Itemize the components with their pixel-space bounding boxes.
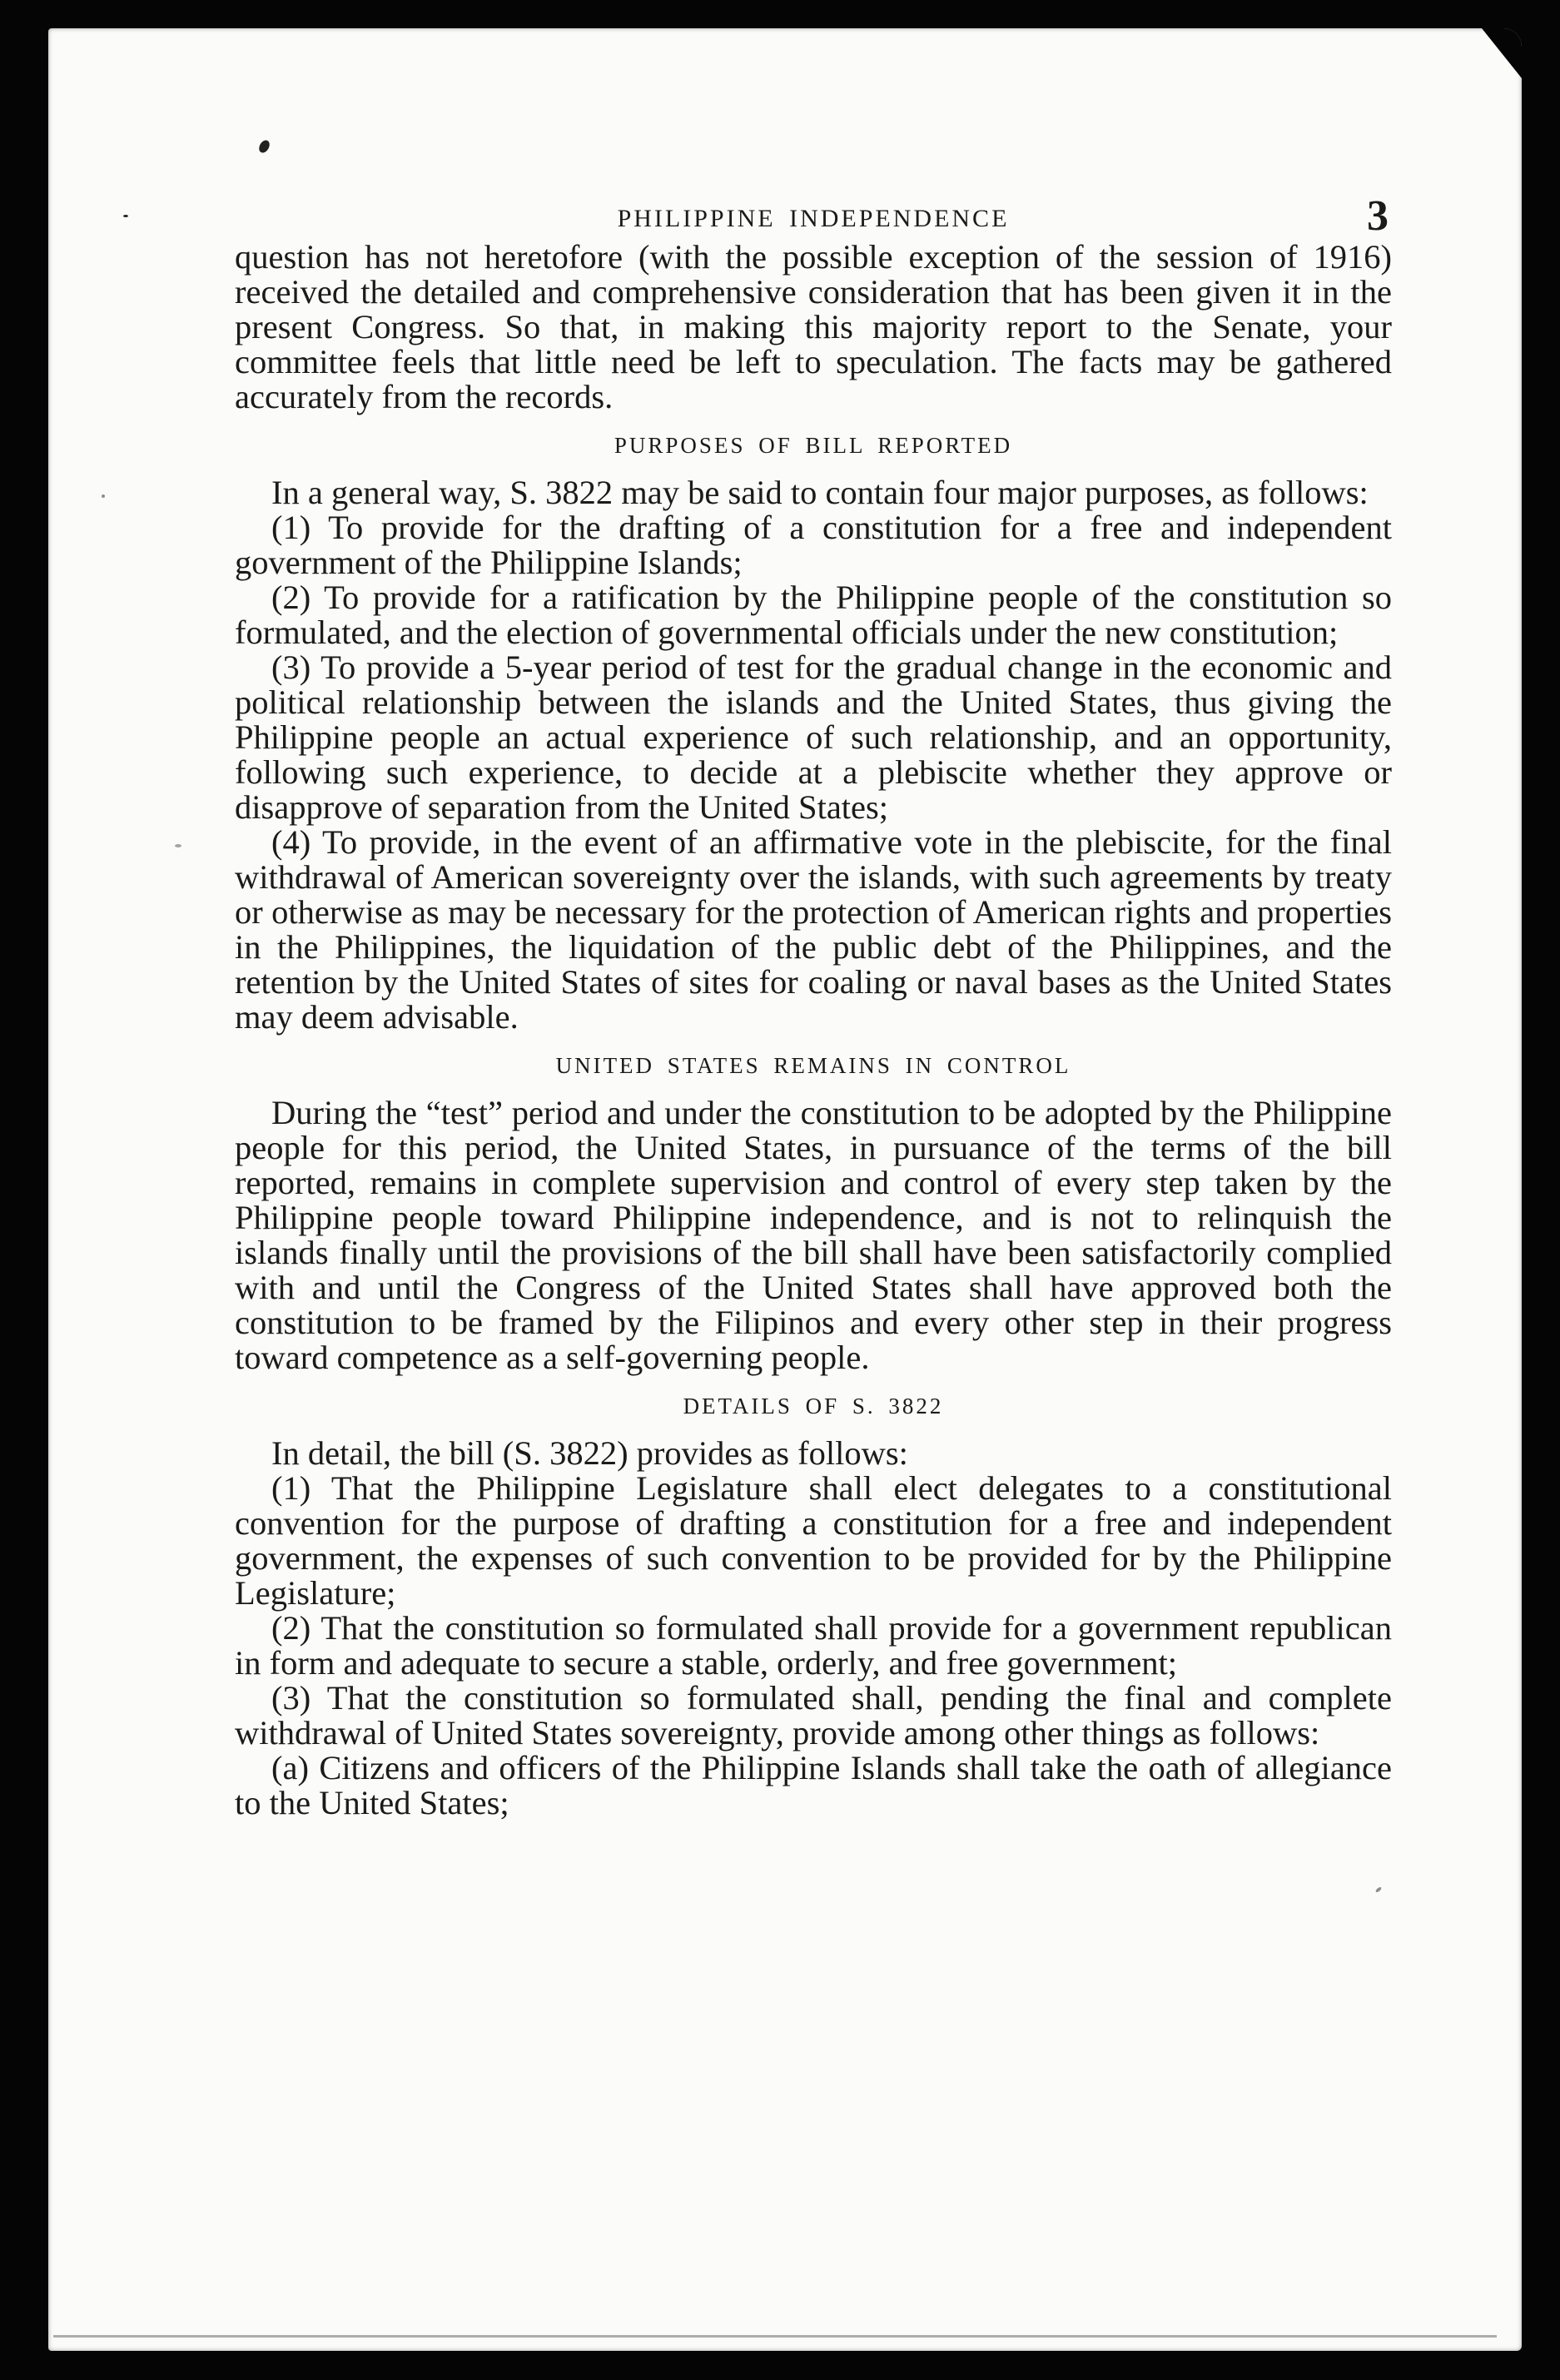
section-heading-purposes: PURPOSES OF BILL REPORTED <box>614 433 1013 458</box>
section-heading-details: DETAILS OF S. 3822 <box>683 1394 944 1419</box>
ink-speck <box>175 844 181 847</box>
section-heading-control: UNITED STATES REMAINS IN CONTROL <box>555 1053 1071 1078</box>
ink-speck <box>102 494 105 498</box>
ink-speck <box>1375 1886 1383 1893</box>
purpose-item-2: (2) To provide for a ratification by the Philippine people of the constitution so formulated, and the election of governmental officials under the new constitution; <box>235 579 1392 651</box>
detail-item-2: (2) That the constitution so formulated shall provide for a government republican in form and adequate to secure a stable, orderly, and free government; <box>235 1609 1392 1682</box>
purpose-item-3: (3) To provide a 5-year period of test for the gradual change in the economic and political relationship between the islands and the United States, thus giving the Philippine people an actual experience of such relationship, and an opportunity, following such experience, to decide at a plebiscite whether they approve or disapprove of separation from the United States; <box>235 648 1392 826</box>
running-title: PHILIPPINE INDEPENDENCE <box>617 205 1010 232</box>
torn-corner <box>1482 28 1522 78</box>
detail-item-3a: (a) Citizens and officers of the Philippine Islands shall take the oath of allegiance to the United States; <box>235 1749 1392 1821</box>
ink-speck <box>123 215 128 217</box>
scanned-page <box>48 28 1522 2351</box>
detail-item-3: (3) That the constitution so formulated shall, pending the final and complete withdrawal of United States sovereignty, provide among other things as follows: <box>235 1679 1392 1751</box>
purpose-item-4: (4) To provide, in the event of an affirmative vote in the plebiscite, for the final withdrawal of American sovereignty over the islands, with such agreements by treaty or otherwise as may be necessary for the protection of American rights and properties in the Philippines, the liquidation of the public debt of the Philippines, and the retention by the United States of sites for coaling or naval bases as the United States may deem advisable. <box>235 823 1392 1036</box>
details-intro: In detail, the bill (S. 3822) provides as follows: <box>271 1434 908 1472</box>
page-number: 3 <box>1367 192 1389 240</box>
opening-paragraph: question has not heretofore (with the possible exception of the session of 1916) received the detailed and comprehensive consideration that has been given it in the present Congress. So that, in making this majority report to the Senate, your committee feels that little need be left to speculation. The facts may be gathered accurately from the records. <box>235 238 1392 415</box>
body-text <box>235 240 1392 1821</box>
purpose-item-1: (1) To provide for the drafting of a constitution for a free and independent government of the Philippine Islands; <box>235 509 1392 581</box>
bottom-edge-line <box>53 2335 1497 2338</box>
page-content <box>235 186 1392 1821</box>
running-head <box>235 186 1392 240</box>
ink-speck <box>257 138 272 154</box>
purposes-intro: In a general way, S. 3822 may be said to contain four major purposes, as follows: <box>271 474 1369 511</box>
detail-item-1: (1) That the Philippine Legislature shall elect delegates to a constitutional convention for the purpose of drafting a constitution for a free and independent government, the expenses of such convention to be provided for by the Philippine Legislature; <box>235 1469 1392 1612</box>
control-paragraph: During the “test” period and under the constitution to be adopted by the Philippine people for this period, the United States, in pursuance of the terms of the bill reported, remains in complete supervision and control of every step taken by the Philippine people toward Philippine independence, and is not to relinquish the islands finally until the provisions of the bill shall have been satisfactorily complied with and until the Congress of the United States shall have approved both the constitution to be framed by the Filipinos and every other step in their progress toward competence as a self-governing people. <box>235 1094 1392 1376</box>
